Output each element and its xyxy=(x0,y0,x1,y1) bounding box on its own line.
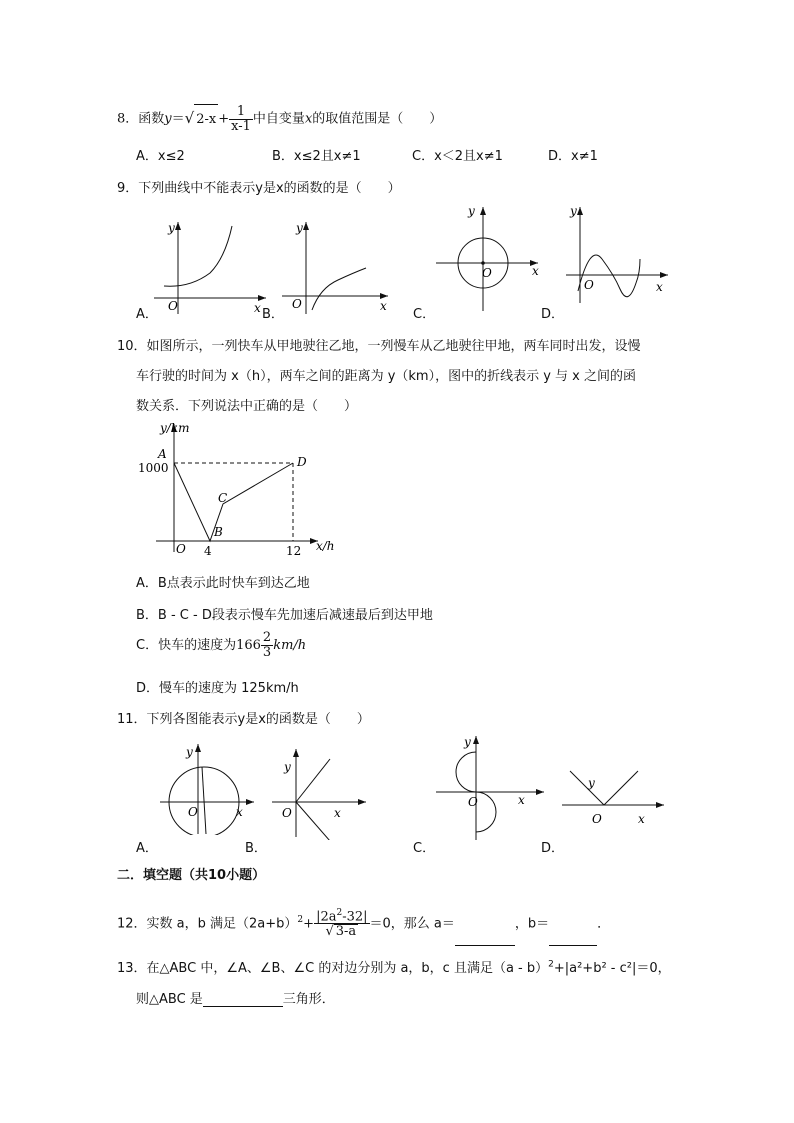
q12-post: ＝0，那么 a＝ xyxy=(369,916,455,932)
q10-option-c-num: 2 xyxy=(262,630,272,646)
q11-label-d: D． xyxy=(541,841,565,856)
q11-label-c: C． xyxy=(413,841,436,856)
q8-option-c[interactable]: C．x＜2且x≠1 xyxy=(412,149,503,164)
q10-graph-A: A xyxy=(158,447,167,461)
q13-line2a: 则△ABC 是 xyxy=(136,992,203,1007)
q9-label-d: D． xyxy=(541,307,565,322)
q12-pre: 12．实数 a，b 满足（2a+b） xyxy=(117,916,298,932)
svg-text:x: x xyxy=(532,264,539,278)
q8-x: x xyxy=(304,111,313,127)
svg-text:x: x xyxy=(518,793,525,807)
q10-graph-C: C xyxy=(218,491,228,505)
svg-text:O: O xyxy=(584,278,594,292)
q10-option-c[interactable] xyxy=(136,630,306,662)
q12-abs: |2a xyxy=(316,908,337,924)
svg-text:O: O xyxy=(282,806,292,820)
q8-sqrt: √ 2-x xyxy=(185,103,219,135)
q10-line-3: 数关系．下列说法中正确的是（ ） xyxy=(136,399,358,414)
q11-label-b: B． xyxy=(245,841,267,856)
q12-abs-end: -32| xyxy=(342,908,368,924)
q9-label-b: B． xyxy=(262,307,284,322)
q11-label-a: A． xyxy=(136,841,158,856)
q8-option-b[interactable]: B．x≤2且x≠1 xyxy=(272,149,361,164)
svg-text:x: x xyxy=(254,301,261,315)
q9-text: 9．下列曲线中不能表示y是x的函数的是（ ） xyxy=(117,181,401,196)
svg-text:y: y xyxy=(186,745,193,759)
q12-fraction xyxy=(314,909,369,940)
q9-graph-b[interactable] xyxy=(278,218,393,318)
question-13-line-2 xyxy=(136,988,335,1007)
q12-frac-den xyxy=(314,924,369,939)
svg-text:O: O xyxy=(482,266,492,280)
q11-text: 11．下列各图能表示y是x的函数是（ ） xyxy=(117,712,370,727)
q8-pre: 函数 xyxy=(138,111,165,127)
q8-option-a[interactable]: A．x≤2 xyxy=(136,149,185,164)
svg-text:y: y xyxy=(570,204,577,218)
q11-graph-b[interactable] xyxy=(270,745,370,840)
q12-frac-num xyxy=(314,909,369,925)
section-2-title: 二．填空题（共10小题） xyxy=(117,868,266,883)
q11-graph-d[interactable] xyxy=(560,765,670,830)
q10-line-2: 车行驶的时间为 x（h），两车之间的距离为 y（km），图中的折线表示 y 与 x 之间的函 xyxy=(136,369,636,384)
q10-option-c-unit: km/h xyxy=(273,638,307,653)
q10-option-c-frac xyxy=(261,631,273,659)
q9-graph-a[interactable] xyxy=(150,218,270,318)
q13-line2b: 三角形． xyxy=(282,992,335,1007)
q10-graph-1000: 1000 xyxy=(138,461,169,475)
q10-option-c-whole: 166 xyxy=(236,638,261,653)
svg-text:O: O xyxy=(468,795,478,809)
q8-eq: ＝ xyxy=(171,111,185,127)
svg-text:O: O xyxy=(188,805,198,819)
q10-graph-4: 4 xyxy=(204,544,212,558)
q12-abs-sq: 2 xyxy=(336,907,343,918)
q10-option-c-den: 3 xyxy=(262,645,272,660)
q10-graph-12: 12 xyxy=(286,544,302,558)
svg-text:y: y xyxy=(464,735,471,749)
q12-end: ． xyxy=(597,916,611,932)
q10-graph xyxy=(136,418,346,558)
q8-post: 中自变量 xyxy=(252,111,305,127)
q8-post2: 的取值范围是（ ） xyxy=(312,111,443,127)
q8-radicand: 2-x xyxy=(194,104,218,135)
q10-graph-B: B xyxy=(214,525,223,539)
q8-frac-num: 1 xyxy=(229,105,253,120)
q8-y: y xyxy=(164,111,172,127)
q8-fraction xyxy=(229,105,253,133)
q9-graph-d[interactable] xyxy=(564,203,674,313)
q13-line1: 13．在△ABC 中，∠A、∠B、∠C 的对边分别为 a，b，c 且满足（a - b） xyxy=(117,961,549,976)
q12-mid: ，b＝ xyxy=(514,916,550,932)
svg-text:y: y xyxy=(296,221,303,235)
q13-sup: 2 xyxy=(548,959,554,970)
q10-graph-D: D xyxy=(297,455,307,469)
svg-text:O: O xyxy=(292,297,302,311)
question-12 xyxy=(117,898,610,942)
q13-blank[interactable] xyxy=(203,990,283,1007)
q9-label-c: C． xyxy=(413,307,436,322)
svg-text:x: x xyxy=(334,806,341,820)
svg-text:x: x xyxy=(380,299,387,313)
svg-text:y: y xyxy=(168,221,175,235)
q12-sqrt: √ 3-a xyxy=(325,924,357,940)
q8-number: 8． xyxy=(117,111,139,127)
q10-option-c-text: C．快车的速度为 xyxy=(136,638,237,653)
svg-text:x: x xyxy=(638,812,645,826)
q10-option-a[interactable]: A．B点表示此时快车到达乙地 xyxy=(136,576,310,591)
q8-plus: + xyxy=(218,111,230,127)
q10-option-d[interactable]: D．慢车的速度为 125km/h xyxy=(136,681,299,696)
q10-graph-ylabel: y/km xyxy=(160,421,190,435)
svg-text:x: x xyxy=(236,805,243,819)
question-13-line-1 xyxy=(117,957,671,976)
q8-option-d[interactable]: D．x≠1 xyxy=(548,149,598,164)
q8-frac-den: x-1 xyxy=(231,118,251,134)
svg-text:x: x xyxy=(656,280,663,294)
svg-text:y: y xyxy=(468,204,475,218)
question-8 xyxy=(117,103,442,133)
q12-radicand: 3-a xyxy=(335,924,357,940)
q10-line-1: 10．如图所示，一列快车从甲地驶往乙地，一列慢车从乙地驶往甲地，两车同时出发，设慢 xyxy=(117,339,641,354)
svg-text:O: O xyxy=(592,812,602,826)
q11-graph-a[interactable] xyxy=(158,740,258,835)
q12-blank-b[interactable] xyxy=(549,929,597,946)
svg-text:y: y xyxy=(588,776,595,790)
svg-text:y: y xyxy=(284,760,291,774)
q12-plus: + xyxy=(303,916,315,932)
q9-label-a: A． xyxy=(136,307,158,322)
q10-option-b[interactable]: B．B - C - D段表示慢车先加速后减速最后到达甲地 xyxy=(136,608,433,623)
q12-sq: 2 xyxy=(297,915,304,925)
q10-graph-xlabel: x/h xyxy=(316,539,335,553)
q11-graph-c[interactable] xyxy=(434,732,549,842)
q9-graph-c[interactable] xyxy=(432,203,547,313)
q12-blank-a[interactable] xyxy=(455,929,515,946)
q13-line1b: +|a²+b² - c²|＝0， xyxy=(553,961,671,976)
q10-graph-origin: O xyxy=(176,542,186,556)
svg-text:O: O xyxy=(168,299,178,313)
